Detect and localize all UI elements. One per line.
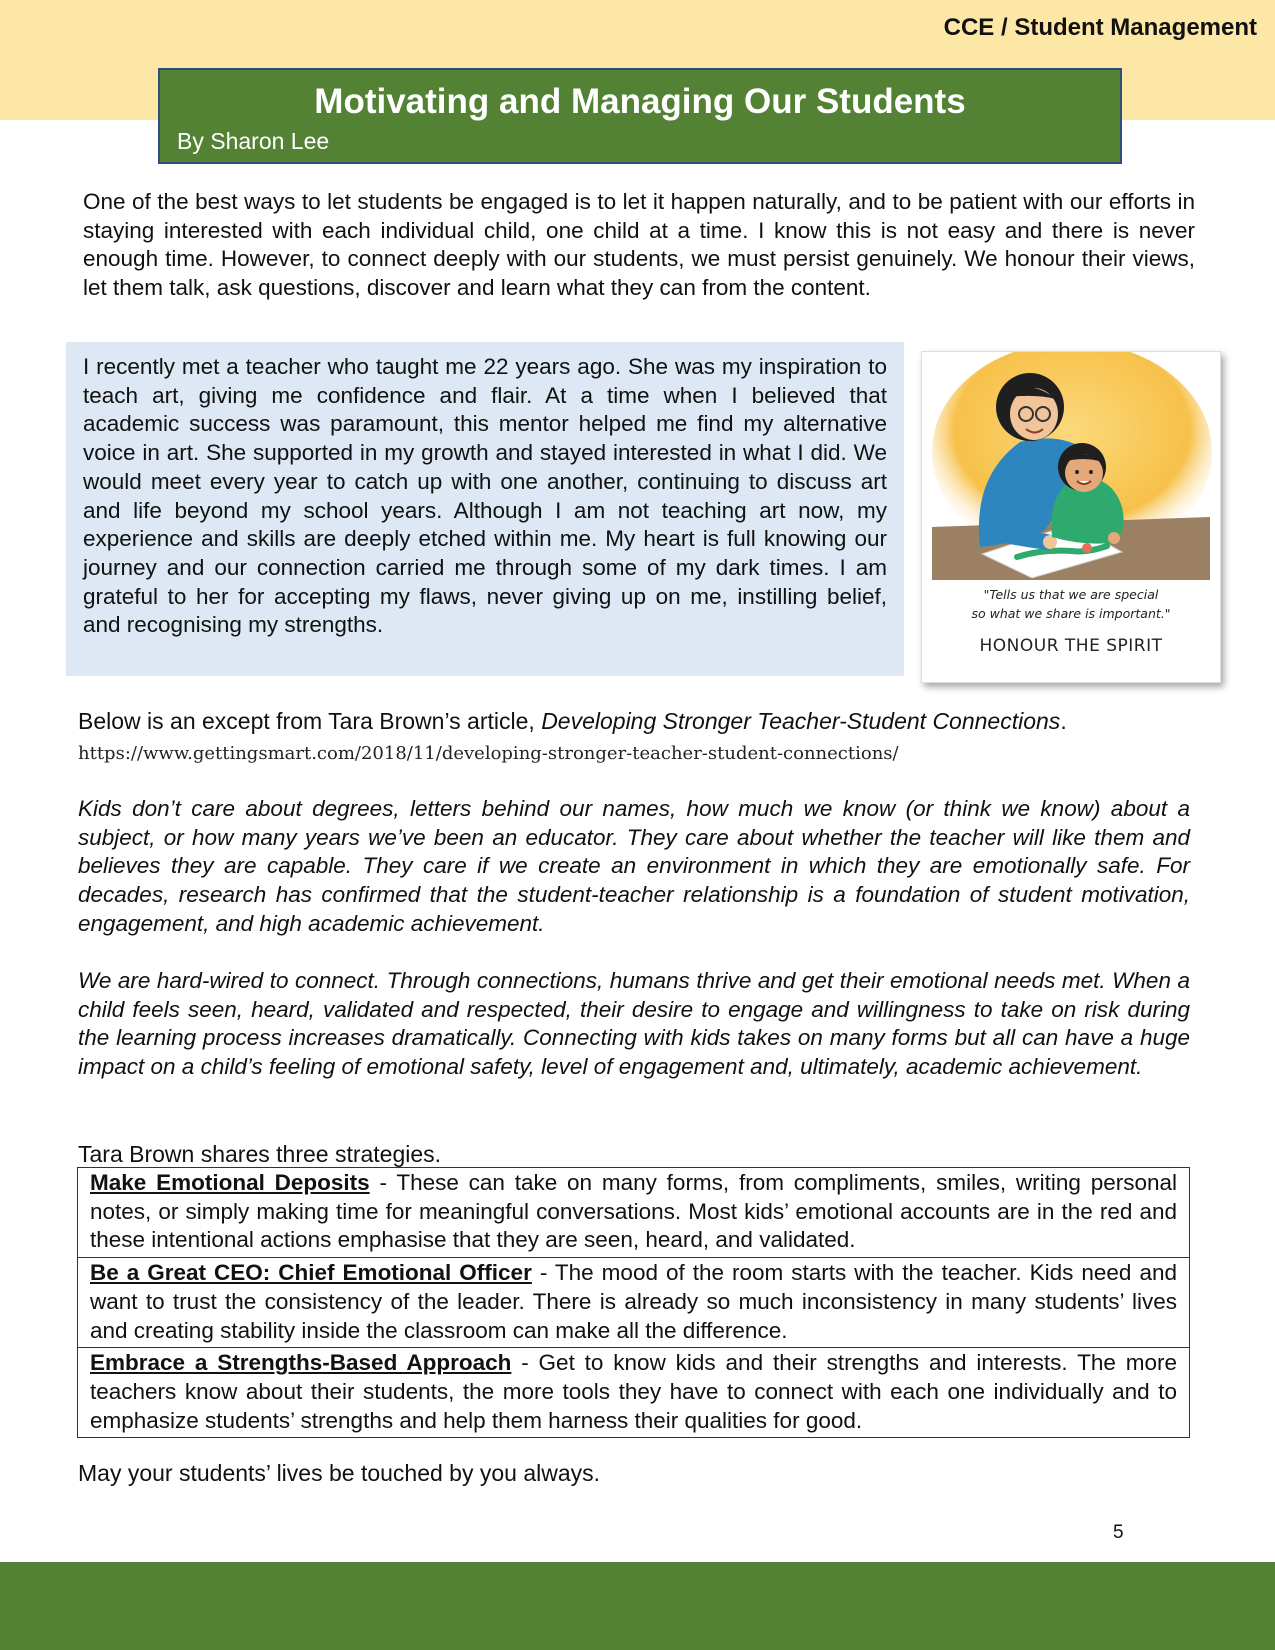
illustration-caption-line1: "Tells us that we are special: [983, 587, 1159, 602]
story-paragraph: I recently met a teacher who taught me 22 years ago. She was my inspiration to teach art, giving me confidence and flair. At a time when I believed that academic success was paramount, this mentor helped me find my alternative voice in art. She supported in my growth and stayed interested in what I did. We would meet every year to catch up with one another, continuing to discuss art and life beyond my school years. Although I am not teaching art now, my experience and skills are deeply etched within me. My heart is full knowing our journey and our connection carried me through some of my dark times. I am grateful to her for accepting my flaws, never giving up on me, instilling belief, and recognising my strengths.: [83, 354, 887, 638]
story-box: [66, 342, 904, 676]
footer-band: [0, 1562, 1275, 1650]
section-label: CCE / Student Management: [943, 14, 1257, 41]
illustration-caption-line2: so what we share is important.": [971, 606, 1171, 621]
excerpt-quote-2: We are hard-wired to connect. Through connections, humans thrive and get their emotional needs met. When a child feels seen, heard, validated and respected, their desire to engage and willingness to take on risk during the learning process increases dramatically. Connecting with kids takes on many forms but all can have a huge impact on a child’s feeling of emotional safety, level of engagement and, ultimately, academic achievement.: [78, 968, 1190, 1080]
page-title: Motivating and Managing Our Students: [314, 82, 966, 121]
table-row: [78, 1348, 1190, 1438]
excerpt-intro: [78, 708, 1067, 735]
strategy-heading: Be a Great CEO: Chief Emotional Officer: [90, 1260, 532, 1286]
article-title: Developing Stronger Teacher-Student Connections: [541, 708, 1061, 734]
strategy-heading: Make Emotional Deposits: [90, 1170, 370, 1195]
illustration-card: [921, 351, 1221, 683]
excerpt-intro-text: Below is an except from Tara Brown’s article,: [78, 708, 542, 734]
table-row: [78, 1258, 1190, 1348]
excerpt-quote-1: Kids don’t care about degrees, letters behind our names, how much we know (or think we know) about a subject, or how many years we’ve been an educator. They care about whether the teacher will like them and believes they are capable. They care if we create an environment in which they are emotionally safe. For decades, research has confirmed that the student-teacher relationship is a foundation of student motivation, engagement, and high academic achievement.: [78, 796, 1190, 936]
illustration-label: HONOUR THE SPIRIT: [979, 636, 1163, 656]
strategy-heading: Embrace a Strengths-Based Approach: [90, 1350, 512, 1376]
closing-line: May your students’ lives be touched by you always.: [78, 1460, 601, 1486]
strategy-text: - These can take on many forms, from compliments, smiles, writing personal notes, or simply making time for meaningful conversations. Most kids’ emotional accounts are in the red and these intentional actions emphasise that they are seen, heard, and validated.: [90, 1170, 1178, 1253]
author-byline: By Sharon Lee: [177, 128, 330, 154]
strategy-text: - Get to know kids and their strengths and interests. The more teachers know about their students, the more tools they have to connect with each one individually and to emphasize students’ strengths and help them harness their qualities for good.: [90, 1350, 1177, 1433]
strategies-table: [77, 1167, 1190, 1438]
excerpt-intro-end: .: [1060, 708, 1067, 734]
article-url[interactable]: https://www.gettingsmart.com/2018/11/developing-stronger-teacher-student-connections/: [78, 743, 899, 764]
intro-paragraph: One of the best ways to let students be engaged is to let it happen naturally, and to be patient with our efforts in staying interested with each individual child, one child at a time. I know this is not easy and there is never enough time. However, to connect deeply with our students, we must persist genuinely. We honour their views, let them talk, ask questions, discover and learn what they can from the content.: [83, 189, 1195, 301]
page-number: 5: [1113, 1522, 1124, 1543]
strategies-intro: Tara Brown shares three strategies.: [78, 1141, 442, 1167]
strategy-cell: [78, 1258, 1190, 1348]
table-row: [78, 1168, 1190, 1258]
strategy-cell: [78, 1168, 1190, 1258]
strategy-text: - The mood of the room starts with the teacher. Kids need and want to trust the consistency of the leader. There is already so much inconsistency in many students’ lives and creating stability inside the classroom can make all the difference.: [90, 1260, 1177, 1343]
teacher-child-illustration: [922, 352, 1220, 682]
strategy-cell: [78, 1348, 1190, 1438]
title-banner: [158, 68, 1122, 164]
